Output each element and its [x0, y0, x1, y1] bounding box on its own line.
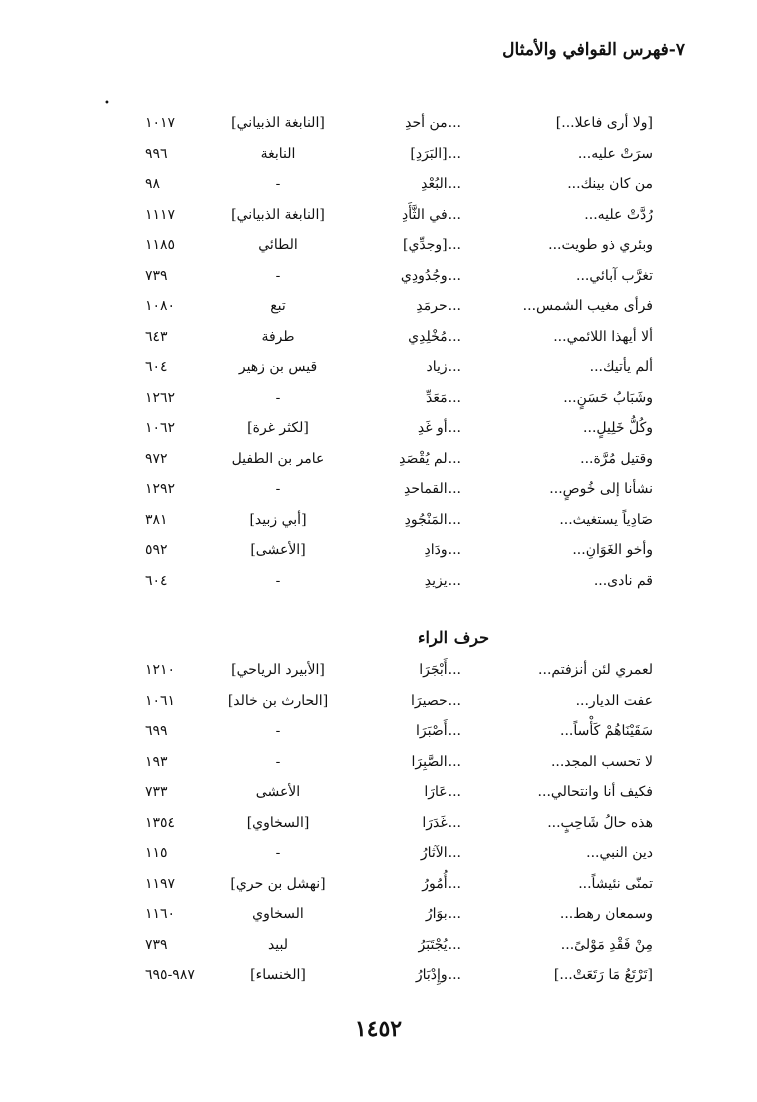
poet-name: الطائي	[258, 237, 298, 253]
table-row	[93, 751, 653, 782]
rhymes-table-dal	[93, 112, 653, 600]
rhyme-word: ...مُخْلِدِي	[408, 328, 461, 345]
verse-opening: رُدَّتْ عليه...	[584, 206, 653, 223]
poet-name: الأعشى	[255, 784, 301, 800]
poet-name: [الحارث بن خالد]	[227, 692, 329, 709]
table-row	[93, 842, 653, 873]
table-row	[93, 173, 653, 204]
table-row	[93, 356, 653, 387]
table-row	[93, 143, 653, 174]
poet-name: [أبي زبيد]	[249, 511, 307, 528]
verse-opening: ألم يأتيك...	[589, 359, 653, 375]
page-ref: ٩٧٢	[145, 450, 168, 467]
table-row	[93, 387, 653, 418]
page-ref: ١١٦٠	[145, 906, 176, 922]
verse-opening: لعمري لئن أنزفتم...	[538, 662, 653, 678]
poet-name: قيس بن زهير	[238, 359, 318, 375]
poet-name: [لكثر غرة]	[247, 420, 309, 436]
verse-opening: وشَبَابُ حَسَنٍ...	[563, 389, 653, 406]
verse-opening: قم نادى...	[593, 572, 653, 589]
verse-opening: مِنْ فَقْدِ مَوْلىً...	[560, 936, 653, 953]
poet-name: لبيد	[267, 936, 289, 953]
verse-opening: وكُلُّ خَلِيلٍ...	[583, 420, 653, 436]
rhyme-word: ...وإِدْبَارُ	[415, 967, 461, 983]
rhyme-word: ...ودَادِ	[424, 542, 461, 558]
table-row	[93, 934, 653, 965]
verse-opening: فكيف أنا وانتحالي...	[537, 784, 653, 800]
rhyme-word: ...غَدَرَا	[422, 814, 461, 831]
poet-name: عامر بن الطفيل	[231, 450, 325, 467]
rhyme-word: ...بوَارُ	[425, 906, 461, 922]
running-title: ٧-فهرس القوافي والأمثال	[502, 40, 685, 60]
table-row	[93, 112, 653, 143]
page-ref: ١١٥	[145, 845, 168, 861]
rhyme-word: ...أو غَدِ	[417, 420, 461, 436]
rhyme-word: ...أُمُورُ	[422, 875, 461, 892]
poet-name: النابغة	[260, 145, 296, 162]
poet-name: -	[275, 267, 281, 284]
verse-opening: هذه حالُ شَاحِبٍ...	[547, 814, 653, 831]
rhyme-word: ...في الثَّأَدِ	[401, 206, 461, 223]
poet-name: -	[275, 572, 281, 589]
table-row	[93, 659, 653, 690]
rhyme-word: ...لم يُقْصَدِ	[399, 450, 461, 467]
page-ref: ٣٨١	[145, 511, 168, 528]
page-ref: ١٢١٠	[145, 662, 176, 678]
rhyme-word: ...المَنْجُودِ	[404, 511, 461, 528]
table-row	[93, 873, 653, 904]
poet-name: -	[275, 389, 281, 406]
rhyme-word: ...زياد	[426, 359, 461, 375]
table-row	[93, 326, 653, 357]
rhyme-word: ...الصَّبِرَا	[411, 753, 461, 770]
stray-mark: •	[104, 98, 110, 109]
poet-name: -	[275, 176, 281, 192]
table-row	[93, 234, 653, 265]
table-row	[93, 478, 653, 509]
page-ref: ٩٨	[145, 176, 161, 192]
table-row	[93, 781, 653, 812]
poet-name: طرفة	[261, 328, 295, 345]
poet-name: [النابغة الذبياني]	[231, 115, 325, 131]
table-row	[93, 265, 653, 296]
rhyme-word: ...حرمَدِ	[416, 298, 461, 314]
table-row	[93, 448, 653, 479]
poet-name: [نهشل بن حري]	[230, 875, 326, 892]
verse-opening: تمنّى نئيشاً...	[578, 875, 653, 892]
verse-opening: لا تحسب المجد...	[550, 753, 653, 770]
page-ref: ١١٩٧	[145, 875, 176, 892]
page-ref: ٧٣٩	[145, 267, 168, 284]
table-row	[93, 903, 653, 934]
rhyme-word: ...عَارَا	[424, 784, 461, 800]
poet-name: -	[275, 481, 281, 497]
page-ref: ١٩٣	[145, 753, 168, 770]
rhyme-word: ...أَصْبَرَا	[416, 723, 461, 739]
verse-opening: تغرَّب آبائي...	[576, 267, 653, 284]
page-ref: ١٠١٧	[145, 115, 176, 131]
verse-opening: وسمعان رهط...	[559, 906, 653, 922]
page-ref: ١٠٦١	[145, 692, 176, 709]
table-row	[93, 539, 653, 570]
table-row	[93, 417, 653, 448]
page-ref: ١١١٧	[145, 206, 176, 223]
table-row	[93, 690, 653, 721]
verse-opening: دين النبي...	[586, 845, 653, 861]
verse-opening: سرَتْ عليه...	[577, 145, 653, 162]
table-row	[93, 570, 653, 601]
page-ref: ٩٩٦	[145, 145, 168, 162]
table-row	[93, 720, 653, 751]
rhyme-word: ...من أحدِ	[405, 115, 461, 131]
rhyme-word: ...حصيرَا	[411, 692, 461, 709]
poet-name: [السخاوي]	[246, 814, 310, 831]
poet-name: [النابغة الذبياني]	[231, 206, 325, 223]
verse-opening: [ولا أرى فاعلا...]	[555, 115, 653, 131]
poet-name: [الخنساء]	[250, 967, 306, 983]
table-row	[93, 964, 653, 995]
poet-name: تبع	[270, 298, 286, 314]
rhyme-word: ...[وجدِّي]	[403, 237, 461, 253]
poet-name: [الأعشى]	[250, 542, 306, 558]
poet-name: -	[275, 845, 281, 861]
page-ref: ٦٠٤	[145, 572, 168, 589]
rhymes-table-ra	[93, 659, 653, 995]
verse-opening: فرأى مغيب الشمس...	[522, 298, 653, 314]
rhyme-word: ...القماحدِ	[404, 481, 461, 497]
table-row	[93, 509, 653, 540]
rhyme-word: ...أَبْجَرَا	[419, 662, 461, 678]
page-ref: ٧٣٩	[145, 936, 168, 953]
table-row	[93, 204, 653, 235]
page-ref: ٦٩٩	[145, 723, 168, 739]
page-ref: ١٠٦٢	[145, 420, 176, 436]
page-ref: ١٢٩٢	[145, 481, 176, 497]
page-ref: ١١٨٥	[145, 237, 176, 253]
page-ref: ١٣٥٤	[145, 814, 176, 831]
page-number: ١٤٥٢	[354, 1016, 403, 1042]
page-ref: ٦٠٤	[145, 359, 168, 375]
page-ref: ٥٩٢	[145, 542, 168, 558]
verse-opening: من كان بينك...	[567, 176, 653, 192]
poet-name: [الأبيرد الرياحي]	[231, 662, 325, 678]
rhyme-word: ...الآثارُ	[420, 845, 461, 861]
poet-name: -	[275, 723, 281, 739]
verse-opening: وقتيل مُرَّة...	[580, 450, 653, 467]
page-ref: ٩٨٧-٦٩٥	[145, 967, 195, 983]
verse-opening: عفت الديار...	[575, 692, 653, 709]
rhyme-word: ...وجُدُودِي	[400, 267, 461, 284]
page-ref: ٦٤٣	[145, 328, 168, 345]
verse-opening: سَقَيْنَاهُمْ كَأْساً...	[560, 723, 653, 739]
poet-name: السخاوي	[252, 906, 304, 922]
verse-opening: نشأنا إلى خُوصٍ...	[549, 481, 653, 497]
page-ref: ٧٣٣	[145, 784, 168, 800]
table-row	[93, 295, 653, 326]
poet-name: -	[275, 753, 281, 770]
rhyme-word: ...يزيدِ	[424, 572, 461, 589]
verse-opening: وأخو الغَوَانِ...	[572, 542, 653, 558]
rhyme-word: ...يُجْتَبَرُ	[418, 936, 461, 953]
rhyme-word: ...مَعَدِّ	[426, 389, 461, 406]
verse-opening: ألا أيهذا اللائمي...	[553, 328, 653, 345]
page-ref: ١٢٦٢	[145, 389, 176, 406]
rhyme-word: ...[البَرَدِ]	[410, 145, 461, 162]
verse-opening: [تَرْتَعُ مَا رَتَعَتْ...]	[553, 967, 653, 983]
section-title: حرف الراء	[418, 628, 489, 647]
page-ref: ١٠٨٠	[145, 298, 176, 314]
verse-opening: وبئري ذو طويت...	[548, 237, 653, 253]
verse-opening: صَادِياً يستغيث...	[559, 511, 653, 528]
rhyme-word: ...البُعْدِ	[421, 176, 461, 192]
table-row	[93, 812, 653, 843]
